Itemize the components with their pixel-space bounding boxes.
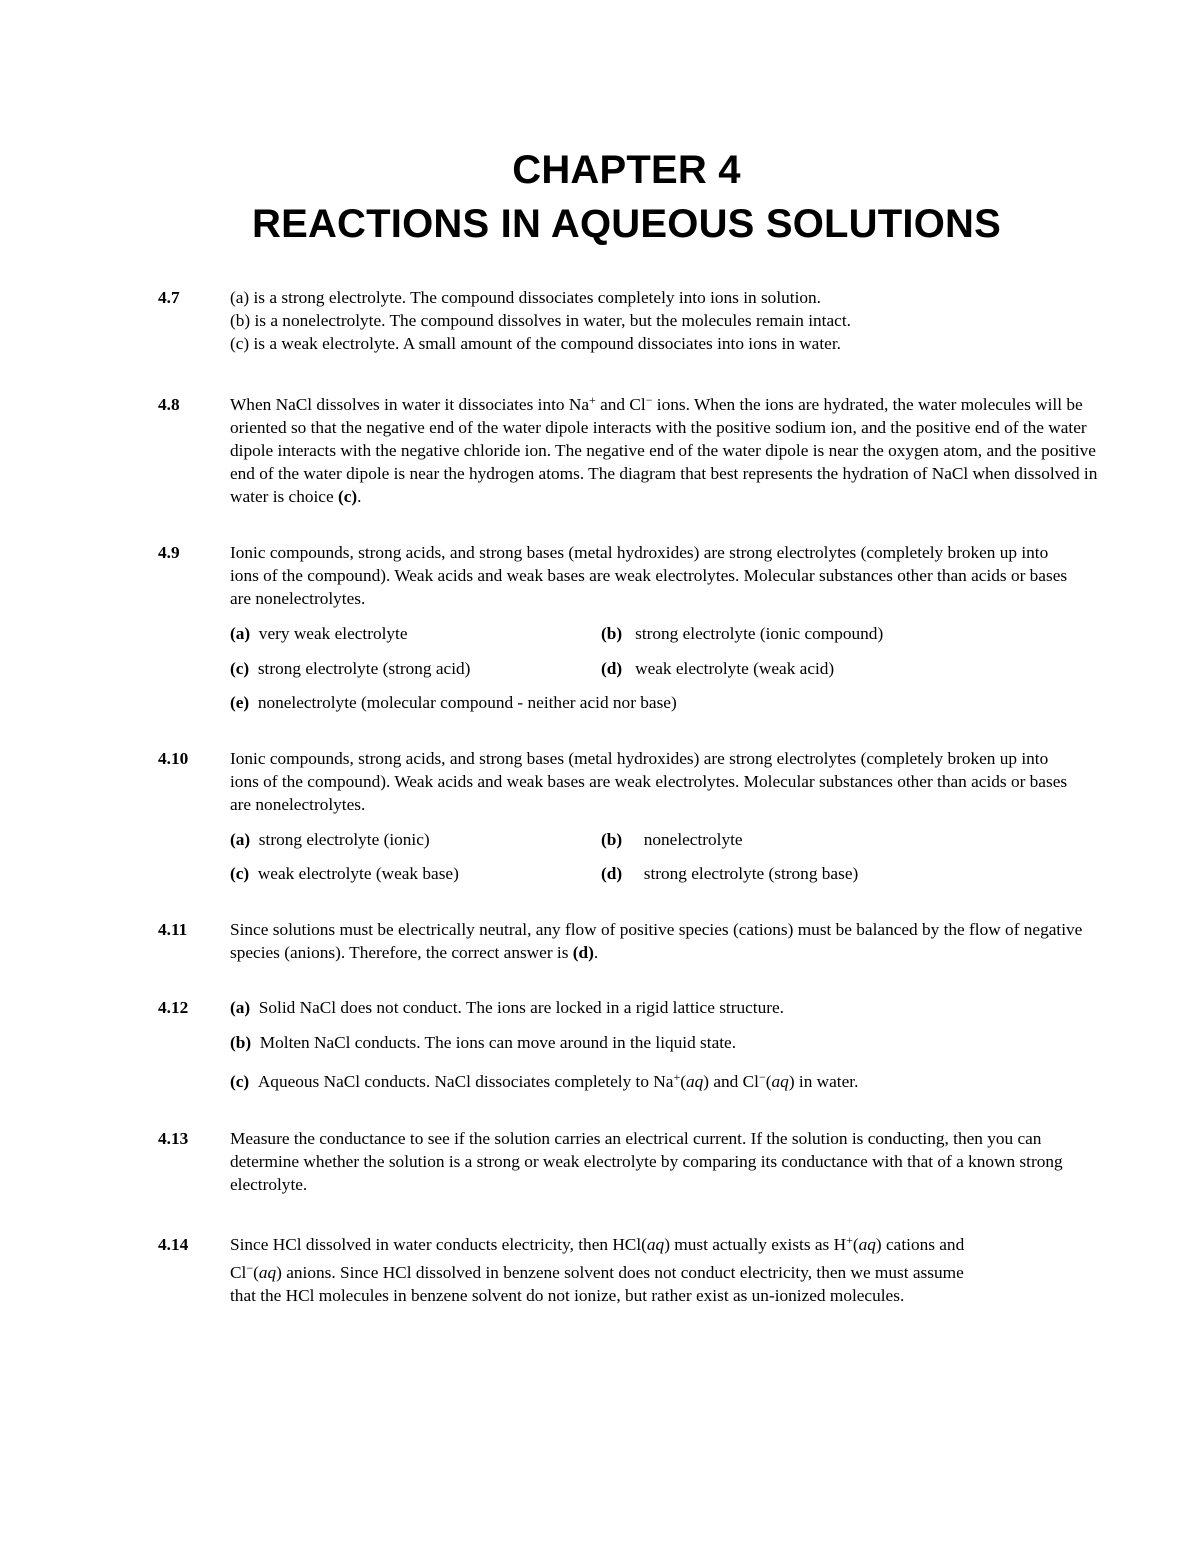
superscript-minus: −	[758, 1070, 766, 1084]
item-label: (d)	[601, 864, 623, 883]
item-label: (a)	[230, 830, 251, 849]
item-label: (b)	[601, 830, 623, 849]
answer-4-8-text-2: and Cl	[595, 395, 646, 414]
problem-number-4-7: 4.7	[158, 288, 180, 307]
item-label: (b)	[230, 1033, 252, 1052]
answer-4-8	[230, 393, 1110, 508]
answer-4-10-c	[230, 862, 459, 885]
chapter-title: REACTIONS IN AQUEOUS SOLUTIONS	[251, 202, 1001, 246]
problem-number-4-8: 4.8	[158, 395, 180, 414]
answer-4-12-b	[230, 1031, 736, 1054]
answer-4-10-a	[230, 828, 430, 851]
answer-4-9-a	[230, 622, 408, 645]
item-text: nonelectrolyte	[643, 830, 743, 849]
answer-4-7-b: (b) is a nonelectrolyte. The compound dissolves in water, but the molecules remain intact.	[230, 311, 851, 330]
paren-open: (	[253, 1263, 259, 1282]
item-text: Molten NaCl conducts. The ions can move around in the liquid state.	[259, 1033, 737, 1052]
line-text: Since HCl dissolved in water conducts electricity, then HCl(	[230, 1235, 647, 1254]
line-text: ) anions. Since HCl dissolved in benzene solvent does not conduct electricity, then we must assume	[276, 1263, 964, 1282]
superscript-plus: +	[673, 1070, 681, 1084]
answer-4-9-d	[601, 657, 834, 680]
aqueous-label: aq	[771, 1072, 789, 1091]
aqueous-label: aq	[258, 1263, 277, 1282]
answer-4-14-line-1	[230, 1233, 964, 1256]
line-text: Cl	[230, 1263, 247, 1282]
item-label: (e)	[230, 693, 250, 712]
answer-choice: (d)	[572, 943, 594, 962]
paren-open: (	[680, 1072, 687, 1091]
item-label: (d)	[601, 659, 623, 678]
item-text: Solid NaCl does not conduct. The ions are locked in a rigid lattice structure.	[258, 998, 784, 1017]
item-text: nonelectrolyte (molecular compound - neither acid nor base)	[257, 693, 677, 712]
paren-open: (	[765, 1072, 772, 1091]
answer-4-14-line-2	[230, 1261, 964, 1284]
problem-number-4-10: 4.10	[158, 749, 189, 768]
item-text: strong electrolyte (strong base)	[643, 864, 859, 883]
item-text: strong electrolyte (ionic compound)	[635, 624, 884, 643]
item-text: ) and Cl	[703, 1072, 759, 1091]
answer-4-14-line-3: that the HCl molecules in benzene solvent do not ionize, but rather exist as un-ionized molecules.	[230, 1286, 905, 1305]
line-text: ) must actually exists as H	[664, 1235, 847, 1254]
answer-4-9-b	[601, 622, 883, 645]
item-text: strong electrolyte (strong acid)	[257, 659, 471, 678]
answer-4-12-c	[230, 1070, 858, 1093]
item-text: weak electrolyte (weak base)	[257, 864, 459, 883]
item-label: (c)	[230, 864, 250, 883]
problem-number-4-11: 4.11	[158, 920, 188, 939]
item-label: (b)	[601, 624, 623, 643]
answer-4-10-intro: Ionic compounds, strong acids, and strong bases (metal hydroxides) are strong electrolytes (completely broken up into ions of the compound). Weak acids and weak bases are weak electrolytes. Molecular substances other than acids or bases are nonelectrolytes.	[230, 749, 1068, 814]
item-text: ) in water.	[788, 1072, 859, 1091]
answer-4-10-d	[601, 862, 858, 885]
aqueous-label: aq	[646, 1235, 665, 1254]
superscript-plus: +	[846, 1233, 853, 1247]
problem-number-4-14: 4.14	[158, 1235, 189, 1254]
problem-number-4-13: 4.13	[158, 1129, 189, 1148]
answer-4-8-period: .	[357, 487, 362, 506]
answer-4-13: Measure the conductance to see if the solution carries an electrical current. If the solution is conducting, then you can determine whether the solution is a strong or weak electrolyte by comparing its conductance with that of a known strong electrolyte.	[230, 1129, 1063, 1194]
item-label: (a)	[230, 624, 251, 643]
answer-4-9-intro: Ionic compounds, strong acids, and strong bases (metal hydroxides) are strong electrolytes (completely broken up into ions of the compound). Weak acids and weak bases are weak electrolytes. Molecular substances other than acids or bases are nonelectrolytes.	[230, 543, 1068, 608]
superscript-plus: +	[589, 393, 596, 407]
item-text: strong electrolyte (ionic)	[258, 830, 430, 849]
problem-number-4-9: 4.9	[158, 543, 180, 562]
answer-4-10-b	[601, 828, 743, 851]
aqueous-label: aq	[686, 1072, 704, 1091]
answer-4-11-text: Since solutions must be electrically neutral, any flow of positive species (cations) must be balanced by the flow of negative species (anions). Therefore, the correct answer is	[230, 920, 1083, 962]
line-text: ) cations and	[875, 1235, 965, 1254]
problem-number-4-12: 4.12	[158, 998, 189, 1017]
answer-4-9-c	[230, 657, 470, 680]
answer-4-12-a	[230, 996, 784, 1019]
item-text: weak electrolyte (weak acid)	[635, 659, 835, 678]
answer-4-7-c: (c) is a weak electrolyte. A small amount of the compound dissociates into ions in water.	[230, 334, 841, 353]
aqueous-label: aq	[858, 1235, 876, 1254]
answer-4-11-period: .	[593, 943, 599, 962]
superscript-minus: −	[645, 393, 653, 407]
item-text: Aqueous NaCl conducts. NaCl dissociates completely to Na	[257, 1072, 674, 1091]
answer-4-11	[230, 918, 1100, 964]
item-label: (c)	[230, 659, 250, 678]
chapter-number: CHAPTER 4	[512, 148, 741, 192]
answer-4-7-a: (a) is a strong electrolyte. The compound dissociates completely into ions in solution.	[230, 288, 821, 307]
paren-open: (	[852, 1235, 859, 1254]
answer-4-8-text-1: When NaCl dissolves in water it dissociates into Na	[230, 395, 589, 414]
superscript-minus: −	[246, 1261, 254, 1275]
answer-4-9-e	[230, 691, 677, 714]
item-label: (c)	[230, 1072, 250, 1091]
item-label: (a)	[230, 998, 251, 1017]
answer-4-8-text-3: ions. When the ions are hydrated, the water molecules will be oriented so that the negative end of the water dipole interacts with the positive sodium ion, and the positive end of the water dipole interacts with the negative chloride ion. The negative end of the water dipole is near the oxygen atom, and the positive end of the water dipole is near the hydrogen atoms. The diagram that best represents the hydration of NaCl when dissolved in water is choice	[230, 395, 1098, 506]
answer-choice: (c)	[337, 487, 358, 506]
item-text: very weak electrolyte	[258, 624, 408, 643]
